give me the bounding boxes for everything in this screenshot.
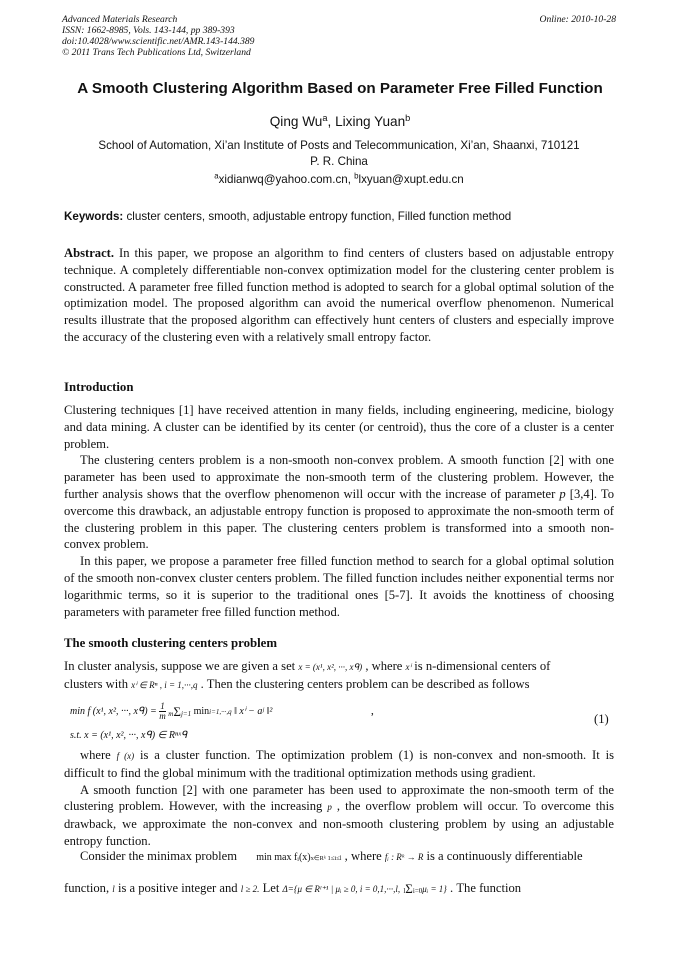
last-sum-bot: i=0 xyxy=(412,887,423,896)
author-2-mark: b xyxy=(405,112,411,123)
smooth-text-b: , the overflow problem will occur. To overcome this drawback, we approximate the non-convex and non-smooth clustering problem by using an adjustable entropy function. xyxy=(64,799,615,848)
last-text-c: Let xyxy=(259,881,283,895)
abstract-label: Abstract. xyxy=(64,246,115,260)
last-delta-math: Δ={μ ∈ Rˡ⁺¹ | μᵢ ≥ 0, i = 0,1,···,l, xyxy=(282,884,401,894)
last-line xyxy=(64,880,614,898)
minimax-math xyxy=(240,852,341,863)
intro-p2-text-b: [3,4]. To overcome this drawback, an adjustable entropy function is proposed to approximate the non-smooth term of the clustering problem in this paper. The clustering centers problem is transformed into a smooth non-convex problem. xyxy=(64,486,614,552)
introduction-heading: Introduction xyxy=(64,380,134,394)
minimax-sub: x∈Rᵏ 1≤i≤l xyxy=(310,854,342,862)
paper-title: A Smooth Clustering Algorithm Based on Parameter Free Filled Function xyxy=(77,80,603,97)
s2-text-b: . Then the clustering centers problem can be described as follows xyxy=(197,676,530,691)
introduction-body xyxy=(64,402,614,620)
keywords-label: Keywords: xyxy=(64,210,124,223)
affiliation-line-2: P. R. China xyxy=(310,154,368,168)
last-mu-math: μᵢ = 1} xyxy=(422,884,447,894)
last-text-b: is a positive integer and xyxy=(114,881,241,895)
smooth-text-a: A smooth function [2] with one parameter has been used to approximate the non-smooth term of the clustering problem. However, with the increasing xyxy=(64,782,614,814)
author-2: Lixing Yuan xyxy=(335,114,406,129)
section2-line-1 xyxy=(64,658,614,676)
keywords-text: cluster centers, smooth, adjustable entropy function, Filled function method xyxy=(123,210,512,223)
affiliation xyxy=(62,138,616,169)
s2-math: xⁱ ∈ Rⁿ , i = 1,···,q xyxy=(131,679,198,690)
last-l2-math: l ≥ 2. xyxy=(240,884,260,894)
eq-inner-min xyxy=(194,707,232,717)
minimax-expr: min max fᵢ(x) xyxy=(256,851,311,863)
abstract xyxy=(64,245,614,346)
doi-line: doi:10.4028/www.scientific.net/AMR.143-144.389 xyxy=(62,36,255,47)
last-text-a: function, xyxy=(64,881,113,895)
journal-name: Advanced Materials Research xyxy=(62,14,178,25)
s2-text-a: clusters with xyxy=(64,676,132,691)
eq-frac-den: m xyxy=(159,711,166,721)
intro-p2-text-a: The clustering centers problem is a non-smooth non-convex problem. A smooth function [2] with one parameter has been used to approximate the non-smooth term of the clustering problem. However, the further analysis shows that the overflow phenomenon will occur with the increase of parameter xyxy=(64,453,614,501)
eq-norm: ‖ xⁱ − aʲ ‖² xyxy=(234,705,273,717)
s1-set-math: x = (x¹, x², ···, xᑫ) xyxy=(298,662,363,672)
minimax-sentence xyxy=(64,848,614,866)
author-line xyxy=(40,114,640,129)
online-date: Online: 2010-10-28 xyxy=(539,14,616,25)
email-1[interactable]: xidianwq@yahoo.com.cn xyxy=(218,173,348,186)
journal-header xyxy=(62,14,616,58)
minimax-line xyxy=(64,848,614,866)
author-1: Qing Wu xyxy=(269,114,323,129)
intro-paragraph-1: Clustering techniques [1] have received attention in many fields, including engineering, medicine, biology and data mining. A cluster can be identified by its center (or centroid), thus the core of a cluster is a center problem. xyxy=(64,403,614,451)
issn-line: ISSN: 1662-8985, Vols. 143-144, pp 389-393 xyxy=(62,25,235,36)
s1-text-a: In cluster analysis, suppose we are given a set xyxy=(64,659,299,673)
author-1-mark: a xyxy=(322,112,328,123)
email-separator: , xyxy=(347,173,355,186)
eq-fraction xyxy=(159,702,166,721)
copyright-line: © 2011 Trans Tech Publications Ltd, Switzerland xyxy=(62,47,251,58)
where-text-b: is a cluster function. The optimization problem (1) is non-convex and non-smooth. It is difficult to find the global minimum with the traditional optimization methods using gradient. xyxy=(64,748,614,780)
intro-p2-param: p xyxy=(559,486,566,501)
sigma-symbol-2: Σ xyxy=(405,881,413,897)
section2-heading: The smooth clustering centers problem xyxy=(64,636,278,650)
minimax-fi-math: fᵢ : Rᵏ → R xyxy=(384,852,424,862)
last-sum-top: l xyxy=(403,887,406,896)
keywords xyxy=(64,210,616,223)
last-l-math: l xyxy=(112,884,115,894)
s1-text-c: is n-dimensional centers of xyxy=(411,659,551,673)
intro-paragraph-2 xyxy=(64,452,614,553)
section2-line-2 xyxy=(64,676,614,694)
where-fx-math: f (x) xyxy=(116,751,135,761)
eq-comma: , xyxy=(370,702,374,717)
s1-xi-math: xⁱ xyxy=(405,662,412,672)
email-2-mark: b xyxy=(354,171,359,181)
email-1-mark: a xyxy=(214,171,219,181)
affiliation-line-1: School of Automation, Xi’an Institute of Posts and Telecommunication, Xi’an, Shaanxi, 710121 xyxy=(98,139,580,152)
author-separator: , xyxy=(327,114,336,129)
eq-objective: min f (x¹, x², ···, xᑫ) = xyxy=(70,705,157,717)
equation-number: (1) xyxy=(594,712,609,726)
abstract-text: In this paper, we propose an algorithm to find centers of clusters based on adjustable entropy technique. A completely differentiable non-convex optimization model for the clustering center problem is constructed. A parameter free filled function method is adopted to search for a global optimal solution of the optimization model. The proposed algorithm can avoid the numerical overflow phenomenon. Numerical results illustrate that the proposed algorithm can effectively hunt centers of clusters and especially improve the accuracy of the clustering even with a relatively small entropy factor. xyxy=(64,246,614,344)
section2-body xyxy=(64,747,614,850)
eq-inner-min-sub: i=1,···,q xyxy=(209,707,232,716)
intro-paragraph-3: In this paper, we propose a parameter free filled function method to search for a global optimal solution of the smooth non-convex cluster centers problem. The filled function includes neither exponential terms nor logarithmic terms, so it is superior to the traditional ones [5-7]. It avoids the knottiness of choosing parameters with parameter free filled function method. xyxy=(64,554,614,619)
smooth-p-math: p xyxy=(327,802,332,813)
equation-1-line-1 xyxy=(70,702,374,721)
sigma-symbol: Σ xyxy=(173,703,181,719)
eq-sum-top: m xyxy=(168,709,174,718)
section2-lines-1-2 xyxy=(64,658,614,694)
eq-sum xyxy=(168,703,192,719)
eq-frac-num: 1 xyxy=(160,701,165,711)
where-text-a: where xyxy=(80,748,117,762)
eq-sum-bot: j=1 xyxy=(180,709,192,718)
minimax-text-a: Consider the minimax problem xyxy=(80,849,241,863)
s1-text-b: , where xyxy=(362,659,406,673)
smooth-paragraph xyxy=(64,782,614,850)
last-text-d: . The function xyxy=(446,881,522,895)
email-line xyxy=(62,173,616,186)
where-paragraph xyxy=(64,747,614,782)
last-sum xyxy=(403,883,422,895)
minimax-text-b: , where xyxy=(341,849,385,863)
equation-1-line-2: s.t. x = (x¹, x², ···, xᑫ) ∈ Rⁿˣᑫ xyxy=(70,730,188,741)
email-2[interactable]: lxyuan@xupt.edu.cn xyxy=(358,173,464,186)
minimax-text-c: is a continuously differentiable xyxy=(423,849,583,863)
eq-inner-min-label: min xyxy=(193,705,210,717)
